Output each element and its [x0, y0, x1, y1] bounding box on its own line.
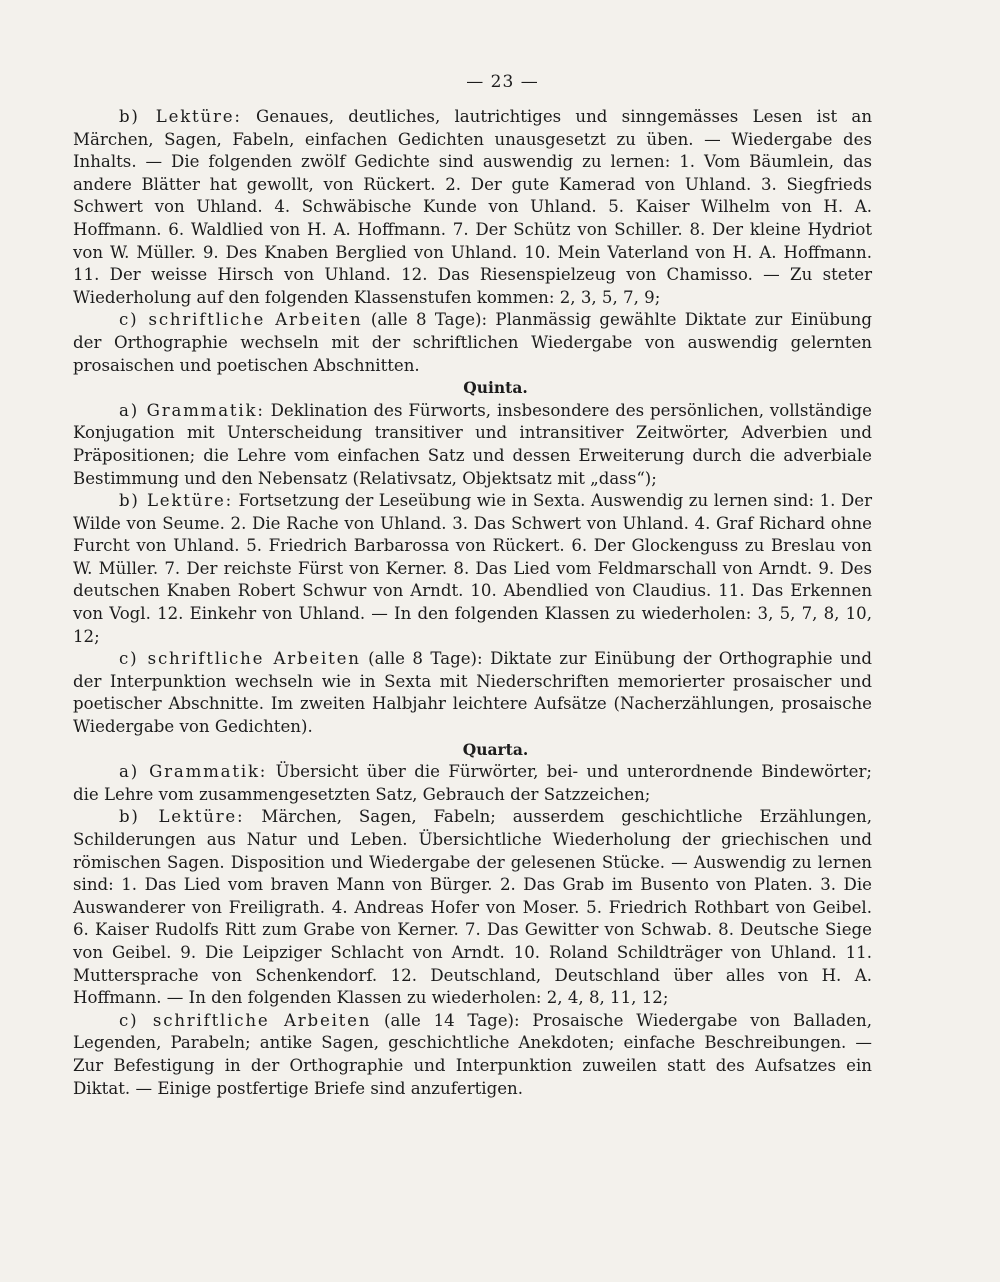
- quinta-arbeiten-text: (alle 8 Tage): Diktate zur Einübung der Orthographie und der Interpunktion wechseln wie in Sexta mit Niederschriften memorierter prosaischer und poetischer Abschnitte. Im zweiten Halbjahr leichtere Aufsätze (Nacherzählungen, prosaische Wiedergabe von Gedichten).: [73, 649, 872, 737]
- quinta-grammatik-paragraph: [73, 400, 872, 490]
- page-number: — 23 —: [466, 72, 539, 92]
- quinta-heading: Quinta.: [463, 378, 528, 398]
- quinta-lektuere-label: b) Lektüre:: [119, 491, 233, 511]
- sexta-arbeiten-label: c) schriftliche Arbeiten: [119, 310, 363, 330]
- quinta-lektuere-text: Fortsetzung der Leseübung wie in Sexta. Auswendig zu lernen sind: 1. Der Wilde von Seume. 2. Die Rache von Uhland. 3. Das Schwert von Uhland. 4. Graf Richard ohne Furcht von Uhland. 5. Friedrich Barbarossa von Rückert. 6. Der Glockenguss zu Breslau von W. Müller. 7. Der reichste Fürst von Kerner. 8. Das Lied vom Feldmarschall von Arndt. 9. Des deutschen Knaben Robert Schwur von Arndt. 10. Abendlied von Claudius. 11. Das Erkennen von Vogl. 12. Einkehr von Uhland. — In den folgenden Klassen zu wiederholen: 3, 5, 7, 8, 10, 12;: [73, 491, 872, 646]
- quinta-grammatik-text: Deklination des Fürworts, insbesondere des persönlichen, vollständige Konjugation mit Unterscheidung transitiver und intransitiver Zeitwörter, Adverbien und Präpositionen; die Lehre vom einfachen Satz und dessen Erweiterung durch die adverbiale Bestimmung und den Nebensatz (Relativsatz, Objektsatz mit „dass“);: [73, 400, 872, 488]
- quinta-arbeiten-label: c) schriftliche Arbeiten: [119, 649, 361, 669]
- quinta-lektuere-paragraph: [73, 490, 872, 648]
- sexta-lektuere-label: b) Lektüre:: [119, 107, 242, 126]
- sexta-arbeiten-text: (alle 8 Tage): Planmässig gewählte Diktate zur Einübung der Orthographie wechseln mit der schriftlichen Wiedergabe von auswendig gelernten prosaischen und poetischen Abschnitten.: [73, 310, 872, 375]
- quarta-lektuere-label: b) Lektüre:: [119, 807, 245, 827]
- quarta-lektuere-paragraph: [73, 806, 872, 1009]
- sexta-lektuere-text: Genaues, deutliches, lautrichtiges und sinngemässes Lesen ist an Märchen, Sagen, Fabeln, einfachen Gedichten unausgesetzt zu üben. — Wiedergabe des Inhalts. — Die folgenden zwölf Gedichte sind auswendig zu lernen: 1. Vom Bäumlein, das andere Blätter hat gewollt, von Rückert. 2. Der gute Kamerad von Uhland. 3. Siegfrieds Schwert von Uhland. 4. Schwäbische Kunde von Uhland. 5. Kaiser Wilhelm von H. A. Hoffmann. 6. Waldlied von H. A. Hoffmann. 7. Der Schütz von Schiller. 8. Der kleine Hydriot von W. Müller. 9. Des Knaben Berglied von Uhland. 10. Mein Vaterland von H. A. Hoffmann. 11. Der weisse Hirsch von Uhland. 12. Das Riesenspielzeug von Chamisso. — Zu steter Wiederholung auf den folgenden Klassenstufen kommen: 2, 3, 5, 7, 9;: [73, 107, 873, 307]
- sexta-lektuere-paragraph: [73, 106, 872, 309]
- quarta-heading: Quarta.: [462, 739, 529, 759]
- sexta-arbeiten-paragraph: [73, 309, 872, 377]
- quarta-arbeiten-label: c) schriftliche Arbeiten: [119, 1010, 372, 1030]
- quarta-arbeiten-paragraph: [73, 1010, 872, 1100]
- quarta-arbeiten-text: (alle 14 Tage): Prosaische Wiedergabe von Balladen, Legenden, Parabeln; antike Sagen, geschichtliche Anekdoten; einfache Beschreibungen. — Zur Befestigung in der Orthographie und Interpunktion zuweilen statt des Aufsatzes ein Diktat. — Einige postfertige Briefe sind anzufertigen.: [73, 1010, 872, 1098]
- quarta-grammatik-paragraph: [73, 761, 872, 806]
- quinta-arbeiten-paragraph: [73, 648, 872, 738]
- quarta-lektuere-text: Märchen, Sagen, Fabeln; ausserdem geschichtliche Erzählungen, Schilderungen aus Natur und Leben. Übersichtliche Wiederholung der griechischen und römischen Sagen. Disposition und Wiedergabe der gelesenen Stücke. — Auswendig zu lernen sind: 1. Das Lied vom braven Mann von Bürger. 2. Das Grab im Busento von Platen. 3. Die Auswanderer von Freiligrath. 4. Andreas Hofer von Moser. 5. Friedrich Rothbart von Geibel. 6. Kaiser Rudolfs Ritt zum Grabe von Kerner. 7. Das Gewitter von Schwab. 8. Deutsche Siege von Geibel. 9. Die Leipziger Schlacht von Arndt. 10. Roland Schildträger von Uhland. 11. Muttersprache von Schenkendorf. 12. Deutschland, Deutschland über alles von H. A. Hoffmann. — In den folgenden Klassen zu wiederholen: 2, 4, 8, 11, 12;: [73, 807, 873, 1008]
- quinta-grammatik-label: a) Grammatik:: [119, 400, 265, 420]
- quarta-grammatik-label: a) Grammatik:: [119, 762, 268, 782]
- quarta-grammatik-text: Übersicht über die Fürwörter, bei- und unterordnende Bindewörter; die Lehre vom zusammengesetzten Satz, Gebrauch der Satzzeichen;: [73, 762, 873, 804]
